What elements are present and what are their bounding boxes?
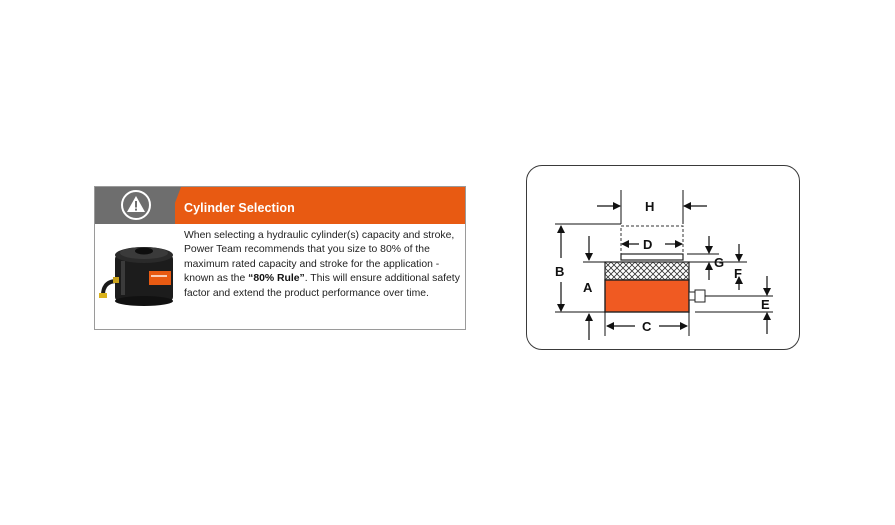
coupler-nut [695,290,705,302]
cylinder-body [605,280,689,312]
cylinder-product-image [97,231,183,311]
warning-triangle-icon [120,189,152,221]
body-text-part2: . This will ensure additional safety factor and extend the product performance over time. [184,273,460,299]
cylinder-dimension-diagram [526,165,800,350]
saddle-plate [621,254,683,260]
card-body-text [184,229,466,301]
cylinder-selection-card [94,186,466,330]
dim-label-d: D [643,237,653,252]
body-text-part1: When selecting a hydraulic cylinder(s) capacity and stroke, Power Team recommends that you size to 80% of the maximum rated capacity and stroke for the application - known as the [184,230,455,285]
dim-label-e: E [761,297,770,312]
card-header [95,187,465,224]
dim-label-b: B [555,264,565,279]
coupler-port [689,292,695,300]
eighty-percent-rule: “80% Rule” [248,273,305,285]
dim-label-a: A [583,280,593,295]
card-body-paragraph [184,229,466,301]
header-tab-notch [167,187,181,224]
dim-label-g: G [714,255,725,270]
dimension-drawing [527,166,801,351]
hatched-collar [605,262,689,280]
dim-label-c: C [642,319,652,334]
dim-label-f: F [734,266,742,281]
dim-label-h: H [645,199,655,214]
card-title: Cylinder Selection [184,201,295,215]
